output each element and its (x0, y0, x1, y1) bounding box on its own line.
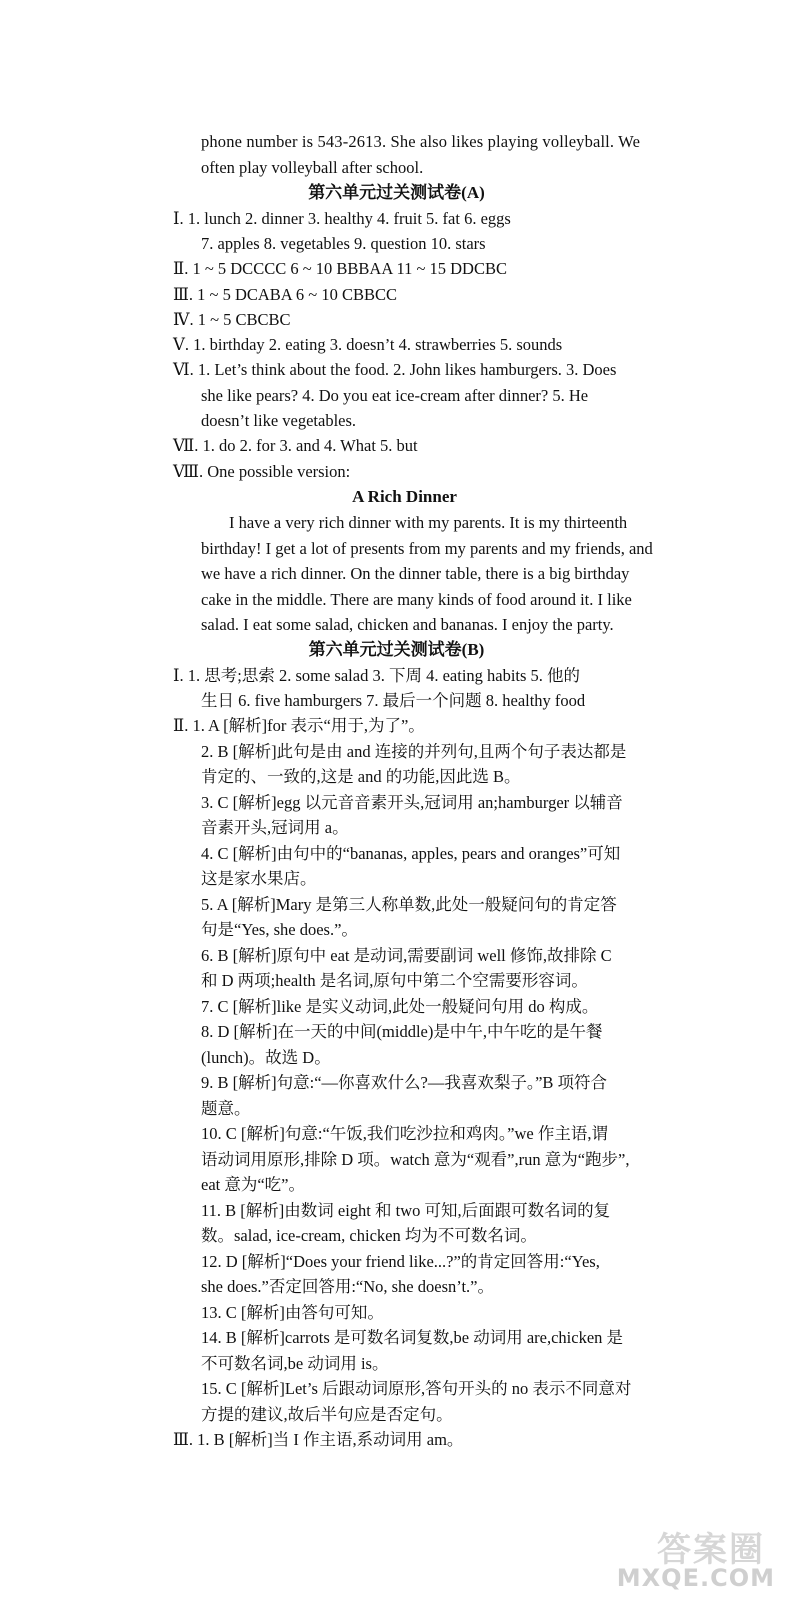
section-heading-a: 第六单元过关测试卷(A) (308, 183, 485, 202)
answer-line: 10. C [解析]句意:“午饭,我们吃沙拉和鸡肉。”we 作主语,谓 (201, 1124, 608, 1143)
answer-line: Ⅲ. 1. B [解析]当 I 作主语,系动词用 am。 (173, 1430, 464, 1449)
answer-line: 语动词用原形,排除 D 项。watch 意为“观看”,run 意为“跑步”, (201, 1150, 630, 1169)
answer-line: 肯定的、一致的,这是 and 的功能,因此选 B。 (201, 767, 521, 786)
answer-line: 题意。 (201, 1099, 251, 1118)
answer-line: 不可数名词,be 动词用 is。 (201, 1354, 389, 1373)
essay-line: we have a rich dinner. On the dinner table, there is a big birthday (201, 564, 630, 583)
text-line: often play volleyball after school. (201, 158, 424, 177)
answer-line: she does.”否定回答用:“No, she doesn’t.”。 (201, 1277, 494, 1296)
answer-line: Ⅱ. 1. A [解析]for 表示“用于,为了”。 (173, 716, 425, 735)
watermark-bottom-text: MXQE.COM (616, 1564, 775, 1592)
answer-line: 9. B [解析]句意:“—你喜欢什么?—我喜欢梨子。”B 项符合 (201, 1073, 608, 1092)
answer-line: 13. C [解析]由答句可知。 (201, 1303, 384, 1322)
section-heading-b: 第六单元过关测试卷(B) (308, 640, 485, 659)
answer-line: 12. D [解析]“Does your friend like...?”的肯定回答用:“Yes, (201, 1252, 600, 1271)
watermark-logo (616, 1522, 775, 1592)
essay-line: birthday! I get a lot of presents from my parents and my friends, and (201, 539, 653, 558)
answer-line: 数。salad, ice-cream, chicken 均为不可数名词。 (201, 1226, 537, 1245)
answer-line: 音素开头,冠词用 a。 (201, 818, 349, 837)
answer-line: (lunch)。故选 D。 (201, 1048, 331, 1067)
answer-line: Ⅴ. 1. birthday 2. eating 3. doesn’t 4. strawberries 5. sounds (173, 335, 563, 354)
answer-line: 方提的建议,故后半句应是否定句。 (201, 1405, 453, 1424)
essay-line: cake in the middle. There are many kinds of food around it. I like (201, 590, 632, 609)
answer-line: 15. C [解析]Let’s 后跟动词原形,答句开头的 no 表示不同意对 (201, 1379, 632, 1398)
answer-line: 2. B [解析]此句是由 and 连接的并列句,且两个句子表达都是 (201, 742, 627, 761)
text-line: phone number is 543-2613. She also likes playing volleyball. We (201, 132, 641, 151)
answer-line: 3. C [解析]egg 以元音音素开头,冠词用 an;hamburger 以辅音 (201, 793, 623, 812)
answer-line: Ⅲ. 1 ~ 5 DCABA 6 ~ 10 CBBCC (173, 285, 398, 304)
answer-line: 句是“Yes, she does.”。 (201, 920, 358, 939)
answer-line: 4. C [解析]由句中的“bananas, apples, pears and oranges”可知 (201, 844, 621, 863)
answer-line: Ⅰ. 1. 思考;思索 2. some salad 3. 下周 4. eating habits 5. 他的 (173, 666, 581, 685)
answer-line: 7. C [解析]like 是实义动词,此处一般疑问句用 do 构成。 (201, 997, 599, 1016)
answer-line: 5. A [解析]Mary 是第三人称单数,此处一般疑问句的肯定答 (201, 895, 617, 914)
answer-line: 生日 6. five hamburgers 7. 最后一个问题 8. healthy food (201, 691, 586, 710)
essay-line: salad. I eat some salad, chicken and bananas. I enjoy the party. (201, 615, 614, 634)
answer-line: Ⅶ. 1. do 2. for 3. and 4. What 5. but (173, 436, 418, 455)
answer-line: 14. B [解析]carrots 是可数名词复数,be 动词用 are,chicken 是 (201, 1328, 624, 1347)
answer-line: doesn’t like vegetables. (201, 411, 357, 430)
answer-line: she like pears? 4. Do you eat ice-cream after dinner? 5. He (201, 386, 589, 405)
answer-line: 和 D 两项;health 是名词,原句中第二个空需要形容词。 (201, 971, 588, 990)
answer-line: 这是家水果店。 (201, 869, 317, 888)
answer-line: Ⅳ. 1 ~ 5 CBCBC (173, 310, 291, 329)
essay-title: A Rich Dinner (352, 487, 457, 506)
answer-line: 7. apples 8. vegetables 9. question 10. stars (201, 234, 486, 253)
answer-line: eat 意为“吃”。 (201, 1175, 306, 1194)
essay-line: I have a very rich dinner with my parents. It is my thirteenth (229, 513, 628, 532)
answer-line: 6. B [解析]原句中 eat 是动词,需要副词 well 修饰,故排除 C (201, 946, 612, 965)
watermark-top-text: 答案圈 (657, 1530, 765, 1570)
answer-line: Ⅰ. 1. lunch 2. dinner 3. healthy 4. fruit 5. fat 6. eggs (173, 209, 511, 228)
answer-line: 8. D [解析]在一天的中间(middle)是中午,中午吃的是午餐 (201, 1022, 603, 1041)
answer-line: Ⅵ. 1. Let’s think about the food. 2. John likes hamburgers. 3. Does (173, 360, 617, 379)
answer-line: Ⅷ. One possible version: (173, 462, 351, 481)
answer-line: 11. B [解析]由数词 eight 和 two 可知,后面跟可数名词的复 (201, 1201, 611, 1220)
answer-line: Ⅱ. 1 ~ 5 DCCCC 6 ~ 10 BBBAA 11 ~ 15 DDCBC (173, 259, 507, 278)
